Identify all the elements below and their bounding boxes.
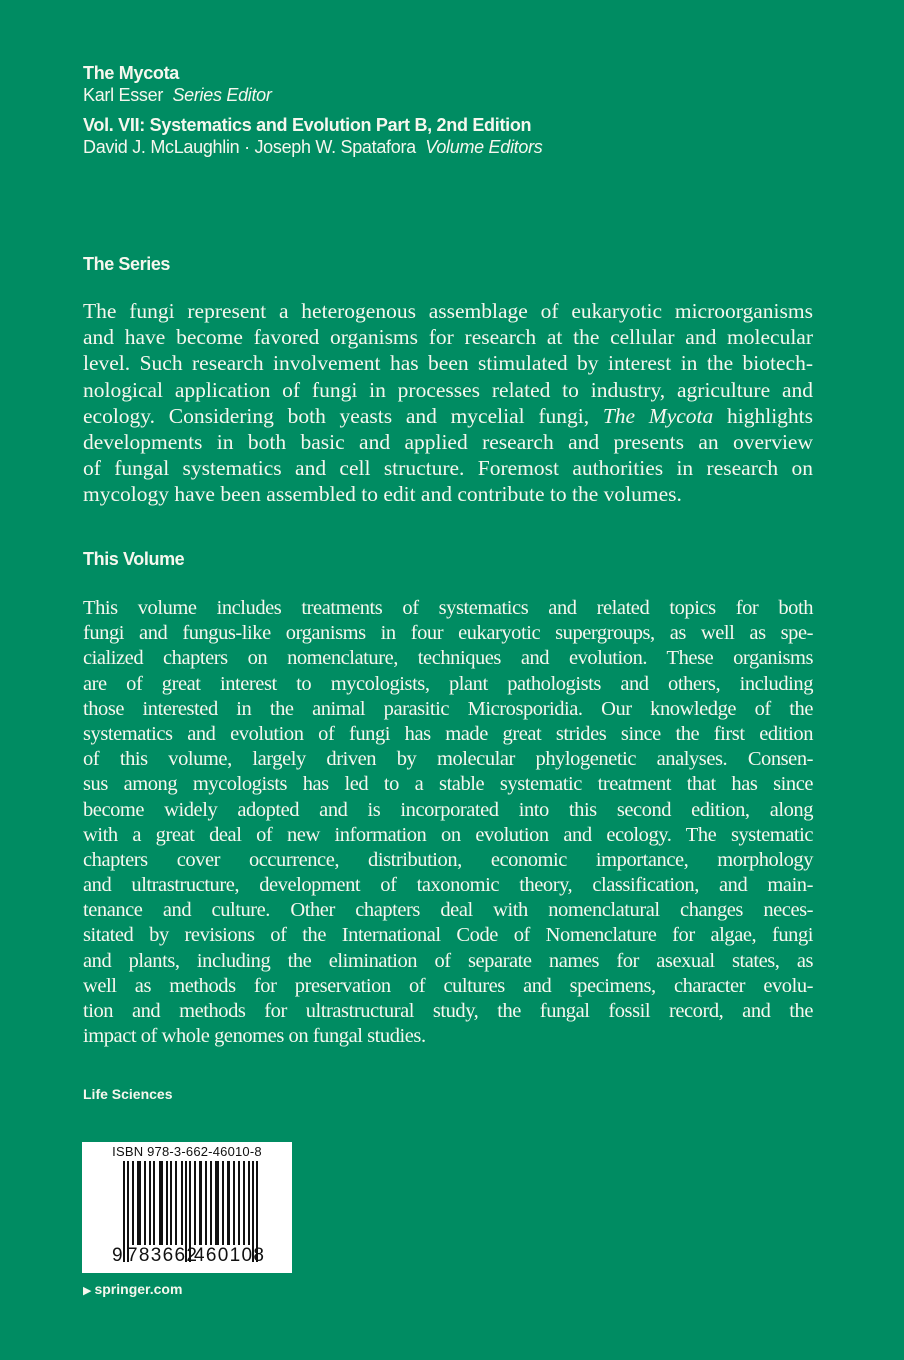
text-line: This volume includes treatments of systematics and related topics for both	[83, 597, 813, 619]
barcode-bar	[153, 1161, 155, 1245]
barcode-bar	[144, 1161, 146, 1245]
text-line: mycology have been assembled to edit and contribute to the volumes.	[83, 482, 682, 507]
text-line: and plants, including the elimination of separate names for asexual states, as	[83, 949, 813, 972]
barcode-bar	[248, 1161, 250, 1245]
text-line: fungi and fungus-like organisms in four eukaryotic supergroups, as well as spe-	[83, 622, 813, 645]
text-line: those interested in the animal parasitic Microsporidia. Our knowledge of the	[83, 697, 813, 720]
barcode-bar	[215, 1161, 219, 1245]
barcode-bar	[227, 1161, 230, 1245]
series-paragraph	[83, 298, 813, 508]
barcode-bar	[123, 1161, 125, 1262]
series-editor-role: Series Editor	[172, 85, 272, 105]
text-line: well as methods for preservation of cultures and specimens, character evolu-	[83, 974, 813, 997]
text-line: developments in both basic and applied research and presents an overview	[83, 429, 813, 454]
text-line: of fungal systematics and cell structure. Foremost authorities in research on	[83, 456, 813, 481]
barcode-bar	[159, 1161, 163, 1245]
barcode-bar	[199, 1161, 202, 1245]
barcode-bar	[149, 1161, 151, 1245]
website-link[interactable]	[83, 1281, 182, 1297]
barcode-bar	[132, 1161, 134, 1245]
text-line: and have become favored organisms for research at the cellular and molecular	[83, 325, 813, 350]
volume-editors-role: Volume Editors	[425, 137, 543, 157]
volume-heading: This Volume	[83, 549, 185, 569]
barcode-first-digit: 9	[112, 1245, 123, 1266]
text-line: ecology. Considering both yeasts and mycelial fungi, The Mycota highlights	[83, 403, 814, 428]
barcode-bar	[222, 1161, 224, 1245]
text-line: tenance and culture. Other chapters deal with nomenclatural changes neces-	[83, 899, 813, 922]
barcode-right-digits: 460108	[194, 1245, 266, 1266]
barcode-left-digits: 783662	[127, 1245, 199, 1266]
barcode-bar	[210, 1161, 212, 1245]
text-line: of this volume, largely driven by molecular phylogenetic analyses. Consen-	[83, 748, 813, 771]
text-line: and ultrastructure, development of taxonomic theory, classification, and main-	[83, 874, 813, 897]
text-line: level. Such research involvement has been stimulated by interest in the biotech-	[83, 351, 813, 376]
barcode-bar	[181, 1161, 183, 1245]
text-line: systematics and evolution of fungi has made great strides since the first edition	[83, 722, 813, 745]
subject-category: Life Sciences	[83, 1086, 173, 1102]
series-editor	[83, 84, 542, 106]
series-title: The Mycota	[83, 63, 180, 83]
triangle-right-icon: ▶	[83, 1285, 92, 1297]
text-line: nological application of fungi in processes related to industry, agriculture and	[83, 377, 813, 402]
header	[83, 62, 542, 158]
website-text: springer.com	[94, 1281, 183, 1297]
barcode-bar	[243, 1161, 245, 1245]
text-line: The fungi represent a heterogenous assemblage of eukaryotic microorganisms	[83, 299, 813, 323]
volume-title: Vol. VII: Systematics and Evolution Part B, 2nd Edition	[83, 115, 532, 135]
text-line: impact of whole genomes on fungal studies.	[83, 1025, 426, 1048]
barcode-bar	[205, 1161, 207, 1245]
text-line: with a great deal of new information on evolution and ecology. The systematic	[83, 823, 813, 846]
isbn-label: ISBN 978-3-662-46010-8	[112, 1144, 262, 1159]
text-line: are of great interest to mycologists, plant pathologists and others, including	[83, 672, 813, 695]
barcode-bar	[137, 1161, 141, 1245]
barcode-bar	[166, 1161, 168, 1245]
barcode-bar	[233, 1161, 235, 1245]
volume-paragraph	[83, 596, 813, 1049]
volume-editors-names: David J. McLaughlin · Joseph W. Spatafora	[83, 137, 416, 157]
series-editor-name: Karl Esser	[83, 85, 164, 105]
text-line: sus among mycologists has led to a stable systematic treatment that has since	[83, 773, 813, 796]
text-line: chapters cover occurrence, distribution, economic importance, morphology	[83, 848, 813, 871]
barcode-bar	[194, 1161, 196, 1245]
text-line: cialized chapters on nomenclature, techniques and evolution. These organisms	[83, 647, 813, 670]
text-line: become widely adopted and is incorporated into this second edition, along	[83, 798, 813, 821]
barcode-bar	[170, 1161, 172, 1245]
text-line: sitated by revisions of the International Code of Nomenclature for algae, fungi	[83, 924, 813, 947]
text-line: tion and methods for ultrastructural study, the fungal fossil record, and the	[83, 1000, 813, 1022]
isbn-barcode	[82, 1142, 292, 1273]
barcode-bar	[175, 1161, 177, 1245]
volume-editors	[83, 136, 542, 158]
series-heading: The Series	[83, 254, 171, 274]
barcode-bar	[238, 1161, 240, 1245]
